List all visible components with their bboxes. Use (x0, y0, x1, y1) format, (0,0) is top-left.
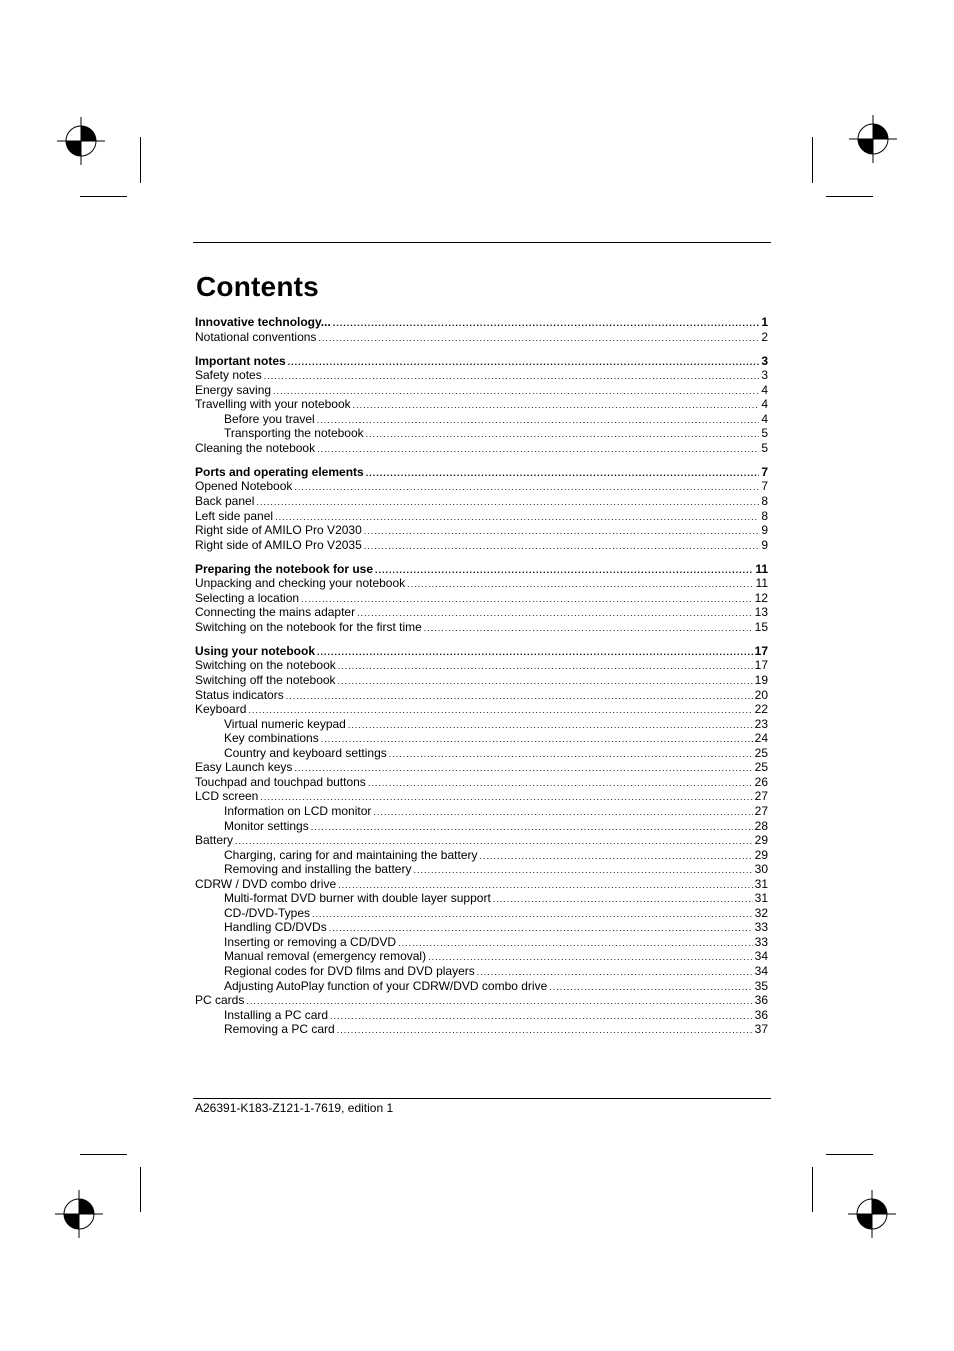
toc-entry-label: Right side of AMILO Pro V2030 (195, 523, 362, 538)
dot-leader (366, 427, 760, 441)
toc-entry-label: Unpacking and checking your notebook (195, 576, 406, 591)
dot-leader (317, 442, 759, 456)
page-title: Contents (196, 271, 319, 302)
toc-subsection-entry[interactable] (195, 412, 768, 427)
toc-entry-label: CDRW / DVD combo drive (195, 876, 337, 891)
toc-entry-label: Regional codes for DVD films and DVD players (224, 963, 475, 978)
dot-leader (317, 645, 753, 659)
toc-subsection-entry[interactable] (195, 746, 768, 761)
dot-leader (338, 878, 753, 892)
dot-leader (329, 921, 753, 935)
toc-page-number: 2 (761, 329, 768, 344)
toc-entry-label: Switching on the notebook for the first time (195, 619, 422, 634)
toc-subsection-entry[interactable] (195, 906, 768, 921)
toc-entry-label: PC cards (195, 993, 245, 1008)
dot-leader (338, 659, 753, 673)
section-gap (195, 455, 768, 465)
dot-leader (368, 776, 753, 790)
toc-page-number: 34 (754, 949, 768, 964)
dot-leader (273, 384, 759, 398)
crop-line (140, 137, 141, 183)
toc-subsection-entry[interactable] (195, 804, 768, 819)
crop-line (812, 137, 813, 183)
toc-page-number: 4 (761, 397, 768, 412)
dot-leader (321, 732, 753, 746)
toc-page-number: 1 (761, 315, 768, 329)
registration-mark-icon (55, 1190, 103, 1238)
toc-entry-label: Country and keyboard settings (224, 745, 387, 760)
toc-page-number: 36 (754, 993, 768, 1008)
dot-leader (373, 805, 752, 819)
toc-section-entry[interactable] (195, 591, 768, 606)
toc-section-entry[interactable] (195, 688, 768, 703)
toc-section-entry[interactable] (195, 658, 768, 673)
toc-entry-label: Touchpad and touchpad buttons (195, 774, 366, 789)
toc-page-number: 24 (754, 731, 768, 746)
toc-page-number: 28 (754, 818, 768, 833)
toc-entry-label: Important notes (195, 353, 286, 368)
toc-page-number: 11 (755, 561, 768, 576)
dot-leader (366, 466, 760, 480)
crop-line (812, 1167, 813, 1212)
toc-subsection-entry[interactable] (195, 949, 768, 964)
toc-chapter-entry[interactable] (195, 354, 768, 369)
toc-entry-label: Using your notebook (195, 643, 315, 658)
toc-entry-label: Charging, caring for and maintaining the battery (224, 847, 478, 862)
toc-entry-label: Switching on the notebook (195, 658, 336, 673)
toc-section-entry[interactable] (195, 383, 768, 398)
toc-section-entry[interactable] (195, 877, 768, 892)
toc-entry-label: Easy Launch keys (195, 760, 293, 775)
dot-leader (477, 965, 753, 979)
toc-entry-label: LCD screen (195, 789, 259, 804)
section-gap (195, 634, 768, 644)
dot-leader (317, 413, 760, 427)
toc-page-number: 35 (754, 978, 768, 993)
toc-page-number: 33 (754, 934, 768, 949)
registration-mark-icon (57, 117, 105, 165)
toc-entry-label: Keyboard (195, 702, 247, 717)
toc-section-entry[interactable] (195, 509, 768, 524)
toc-entry-label: Ports and operating elements (195, 464, 364, 479)
toc-entry-label: CD-/DVD-Types (224, 905, 311, 920)
dot-leader (330, 1009, 753, 1023)
section-gap (195, 552, 768, 562)
dot-leader (260, 790, 752, 804)
dot-leader (288, 355, 760, 369)
dot-leader (312, 907, 753, 921)
toc-subsection-entry[interactable] (195, 964, 768, 979)
footer-document-id: A26391-K183-Z121-1-7619, edition 1 (195, 1101, 394, 1115)
toc-section-entry[interactable] (195, 702, 768, 717)
toc-page-number: 23 (754, 716, 768, 731)
toc-section-entry[interactable] (195, 760, 768, 775)
toc-entry-label: Status indicators (195, 687, 284, 702)
toc-subsection-entry[interactable] (195, 848, 768, 863)
toc-page-number: 31 (754, 876, 768, 891)
toc-page-number: 17 (754, 658, 768, 673)
toc-section-entry[interactable] (195, 620, 768, 635)
registration-mark-icon (849, 115, 897, 163)
toc-entry-label: Opened Notebook (195, 479, 293, 494)
toc-page-number: 25 (754, 760, 768, 775)
crop-line (826, 196, 873, 197)
dot-leader (248, 703, 752, 717)
header-rule (193, 242, 771, 243)
toc-entry-label: Manual removal (emergency removal) (224, 949, 427, 964)
toc-entry-label: Battery (195, 833, 234, 848)
toc-page-number: 9 (761, 537, 768, 552)
toc-entry-label: Selecting a location (195, 590, 300, 605)
toc-entry-label: Installing a PC card (224, 1007, 329, 1022)
toc-subsection-entry[interactable] (195, 1022, 768, 1037)
dot-leader (264, 369, 760, 383)
toc-page-number: 3 (761, 368, 768, 383)
toc-page-number: 29 (754, 833, 768, 848)
toc-entry-label: Preparing the notebook for use (195, 561, 374, 576)
toc-page-number: 12 (754, 590, 768, 605)
dot-leader (407, 577, 753, 591)
dot-leader (413, 863, 752, 877)
dot-leader (294, 761, 752, 775)
toc-page-number: 33 (754, 920, 768, 935)
toc-page-number: 8 (761, 494, 768, 509)
toc-entry-label: Before you travel (224, 411, 315, 426)
toc-section-entry[interactable] (195, 605, 768, 620)
dot-leader (311, 820, 753, 834)
toc-subsection-entry[interactable] (195, 717, 768, 732)
toc-entry-label: Multi-format DVD burner with double layer support (224, 891, 491, 906)
toc-entry-label: Inserting or removing a CD/DVD (224, 934, 397, 949)
toc-page-number: 27 (754, 803, 768, 818)
toc-page-number: 36 (754, 1007, 768, 1022)
toc-page-number: 30 (754, 862, 768, 877)
toc-section-entry[interactable] (195, 833, 768, 848)
toc-entry-label: Connecting the mains adapter (195, 605, 356, 620)
toc-subsection-entry[interactable] (195, 979, 768, 994)
crop-line (826, 1154, 873, 1155)
section-gap (195, 344, 768, 354)
toc-entry-label: Notational conventions (195, 329, 317, 344)
toc-entry-label: Right side of AMILO Pro V2035 (195, 537, 362, 552)
toc-page-number: 17 (754, 643, 768, 658)
toc-subsection-entry[interactable] (195, 891, 768, 906)
toc-subsection-entry[interactable] (195, 935, 768, 950)
crop-line (140, 1167, 141, 1212)
dot-leader (353, 398, 760, 412)
toc-section-entry[interactable] (195, 673, 768, 688)
toc-page-number: 32 (754, 905, 768, 920)
dot-leader (493, 892, 753, 906)
toc-entry-label: Handling CD/DVDs (224, 920, 327, 935)
dot-leader (357, 606, 753, 620)
dot-leader (256, 495, 759, 509)
toc-section-entry[interactable] (195, 494, 768, 509)
table-of-contents (195, 315, 768, 1037)
dot-leader (348, 718, 753, 732)
toc-entry-label: Information on LCD monitor (224, 803, 372, 818)
dot-leader (479, 849, 752, 863)
registration-mark-icon (848, 1190, 896, 1238)
toc-page-number: 20 (754, 687, 768, 702)
toc-page-number: 3 (761, 353, 768, 368)
toc-page-number: 25 (754, 745, 768, 760)
toc-subsection-entry[interactable] (195, 1008, 768, 1023)
toc-entry-label: Cleaning the notebook (195, 440, 316, 455)
toc-section-entry[interactable] (195, 993, 768, 1008)
toc-section-entry[interactable] (195, 330, 768, 345)
toc-page-number: 4 (761, 382, 768, 397)
dot-leader (318, 331, 759, 345)
dot-leader (333, 316, 760, 330)
toc-entry-label: Monitor settings (224, 818, 309, 833)
dot-leader (398, 936, 753, 950)
toc-entry-label: Left side panel (195, 508, 274, 523)
toc-page-number: 7 (761, 464, 768, 479)
dot-leader (364, 539, 760, 553)
toc-section-entry[interactable] (195, 538, 768, 553)
toc-section-entry[interactable] (195, 576, 768, 591)
toc-subsection-entry[interactable] (195, 920, 768, 935)
toc-entry-label: Key combinations (224, 731, 319, 746)
toc-section-entry[interactable] (195, 775, 768, 790)
toc-subsection-entry[interactable] (195, 731, 768, 746)
toc-entry-label: Virtual numeric keypad (224, 716, 346, 731)
dot-leader (389, 747, 753, 761)
crop-line (80, 1154, 127, 1155)
toc-entry-label: Safety notes (195, 368, 262, 383)
toc-entry-label: Energy saving (195, 382, 272, 397)
toc-page-number: 15 (754, 619, 768, 634)
toc-subsection-entry[interactable] (195, 819, 768, 834)
toc-page-number: 9 (761, 523, 768, 538)
toc-page-number: 11 (755, 576, 768, 591)
dot-leader (275, 510, 759, 524)
toc-section-entry[interactable] (195, 368, 768, 383)
dot-leader (338, 674, 753, 688)
toc-page-number: 4 (761, 411, 768, 426)
toc-section-entry[interactable] (195, 789, 768, 804)
toc-subsection-entry[interactable] (195, 426, 768, 441)
toc-page-number: 22 (754, 702, 768, 717)
dot-leader (301, 592, 753, 606)
footer-rule (193, 1098, 771, 1099)
toc-section-entry[interactable] (195, 397, 768, 412)
dot-leader (424, 621, 753, 635)
dot-leader (286, 689, 753, 703)
toc-section-entry[interactable] (195, 523, 768, 538)
toc-entry-label: Transporting the notebook (224, 426, 364, 441)
toc-entry-label: Innovative technology... (195, 315, 331, 329)
dot-leader (235, 834, 753, 848)
toc-page-number: 29 (754, 847, 768, 862)
toc-chapter-entry[interactable] (195, 465, 768, 480)
dot-leader (294, 480, 759, 494)
toc-entry-label: Adjusting AutoPlay function of your CDRW/DVD combo drive (224, 978, 548, 993)
toc-subsection-entry[interactable] (195, 862, 768, 877)
toc-page-number: 7 (761, 479, 768, 494)
dot-leader (246, 994, 752, 1008)
toc-page-number: 5 (761, 440, 768, 455)
toc-page-number: 31 (754, 891, 768, 906)
toc-page-number: 19 (754, 673, 768, 688)
crop-line (80, 196, 127, 197)
toc-chapter-entry[interactable] (195, 562, 768, 577)
toc-page-number: 13 (754, 605, 768, 620)
toc-section-entry[interactable] (195, 441, 768, 456)
toc-chapter-entry[interactable] (195, 315, 768, 330)
toc-page-number: 34 (754, 963, 768, 978)
dot-leader (428, 950, 753, 964)
toc-section-entry[interactable] (195, 479, 768, 494)
toc-chapter-entry[interactable] (195, 644, 768, 659)
toc-page-number: 8 (761, 508, 768, 523)
toc-entry-label: Switching off the notebook (195, 673, 336, 688)
toc-page-number: 5 (761, 426, 768, 441)
toc-page-number: 27 (754, 789, 768, 804)
toc-entry-label: Travelling with your notebook (195, 397, 351, 412)
toc-page-number: 26 (754, 774, 768, 789)
dot-leader (375, 563, 753, 577)
toc-entry-label: Back panel (195, 494, 255, 509)
toc-entry-label: Removing a PC card (224, 1022, 335, 1037)
toc-page-number: 37 (754, 1022, 768, 1037)
dot-leader (337, 1023, 753, 1037)
dot-leader (364, 524, 760, 538)
dot-leader (549, 980, 752, 994)
toc-entry-label: Removing and installing the battery (224, 862, 412, 877)
